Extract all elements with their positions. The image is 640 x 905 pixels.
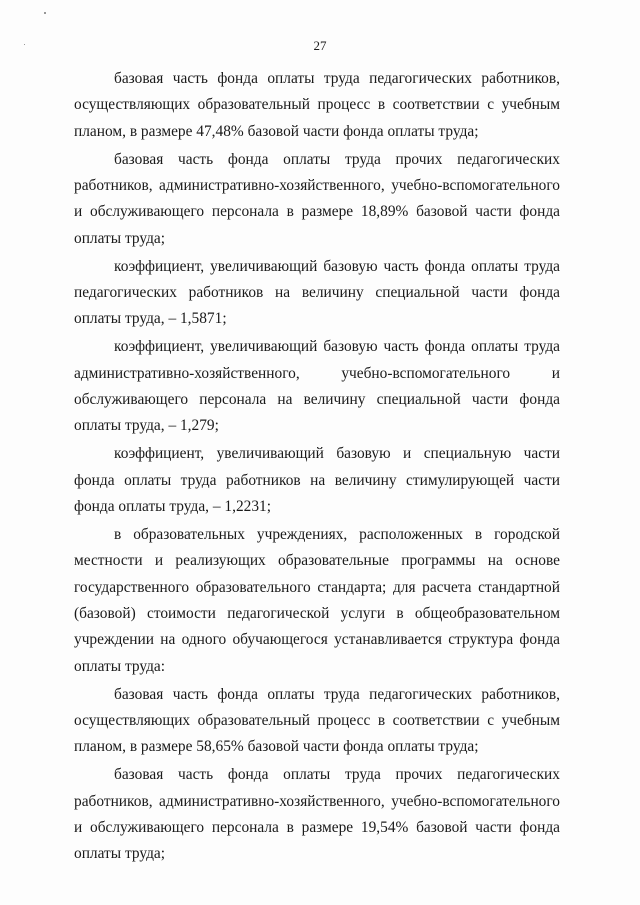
paragraph: коэффициент, увеличивающий базовую часть фонда оплаты труда административно-хозяйственного, учебно-вспомогательного и обслуживающего персонала на величину специальной части фонда оплаты труда, – 1,279; <box>74 338 560 435</box>
paragraph: в образовательных учреждениях, расположенных в городской местности и реализующих образовательные программы на основе государственного образовательного стандарта; для расчета стандартной (базовой) стоимости педагогической услуги в общеобразовательном учреждении на одного обучающегося устанавливается структура фонда оплаты труда: <box>74 526 560 675</box>
paragraph: базовая часть фонда оплаты труда педагогических работников, осуществляющих образовательный процесс в соответствии с учебным планом, в размере 47,48% базовой части фонда оплаты труда; <box>74 70 560 140</box>
page-number: 27 <box>313 38 327 53</box>
paragraph: базовая часть фонда оплаты труда педагогических работников, осуществляющих образовательный процесс в соответствии с учебным планом, в размере 58,65% базовой части фонда оплаты труда; <box>74 685 560 756</box>
scan-speck <box>44 12 46 14</box>
paragraph: коэффициент, увеличивающий базовую и специальную части фонда оплаты труда работников на величину стимулирующей части фонда оплаты труда, – 1,2231; <box>74 445 560 515</box>
body-text <box>74 66 560 869</box>
paragraph: коэффициент, увеличивающий базовую часть фонда оплаты труда педагогических работников на величину специальной части фонда оплаты труда, – 1,5871; <box>74 257 560 328</box>
paragraph: базовая часть фонда оплаты труда прочих педагогических работников, административно-хозяйственного, учебно-вспомогательного и обслуживающего персонала в размере 19,54% базовой части фонда оплаты труда; <box>74 766 560 863</box>
paragraph: базовая часть фонда оплаты труда прочих педагогических работников, административно-хозяйственного, учебно-вспомогательного и обслуживающего персонала в размере 18,89% базовой части фонда оплаты труда; <box>74 150 560 247</box>
